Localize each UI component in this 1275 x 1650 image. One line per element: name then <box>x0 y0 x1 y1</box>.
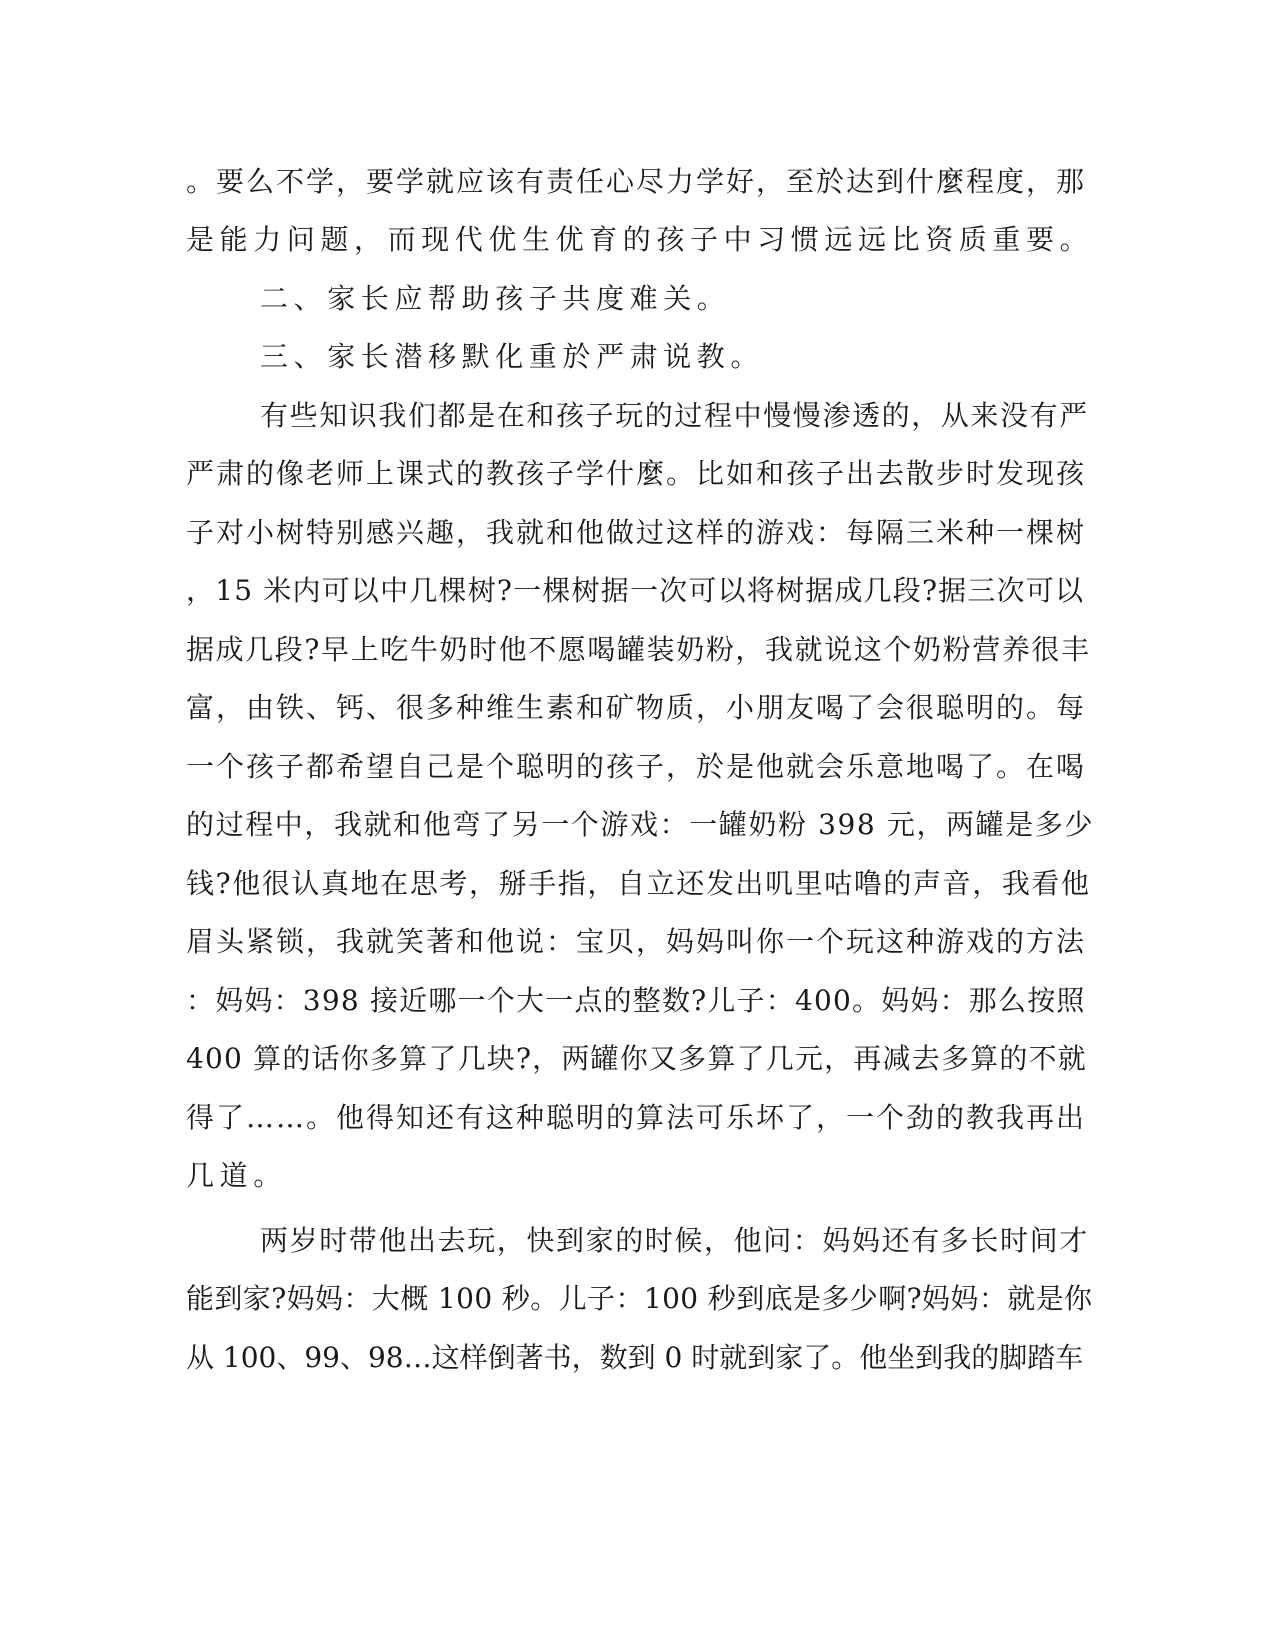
text-line: 能到家?妈妈：大概 100 秒。儿子：100 秒到底是多少啊?妈妈：就是你 <box>186 1282 1093 1315</box>
text-line: 400 算的话你多算了几块?，两罐你又多算了几元，再减去多算的不就 <box>186 1042 1087 1075</box>
text-line: 钱?他很认真地在思考，掰手指，自立还发出叽里咕噜的声音，我看他 <box>186 867 1091 900</box>
text-line: 的过程中，我就和他弯了另一个游戏：一罐奶粉 398 元，两罐是多少 <box>186 808 1095 841</box>
text-line: 从 100、99、98…这样倒著书，数到 0 时就到家了。他坐到我的脚踏车 <box>186 1341 1084 1374</box>
text-line: 富，由铁、钙、很多种维生素和矿物质，小朋友喝了会很聪明的。每 <box>186 691 1087 724</box>
text-line: 一个孩子都希望自己是个聪明的孩子，於是他就会乐意地喝了。在喝 <box>186 750 1087 783</box>
text-line: 是能力问题，而现代优生优育的孩子中习惯远远比资质重要。 <box>186 223 1094 256</box>
text-line: ，15 米内可以中几棵树?一棵树据一次可以将树据成几段?据三次可以 <box>186 574 1085 607</box>
text-line: 几道。 <box>186 1159 287 1192</box>
text-line: 两岁时带他出去玩，快到家的时候，他问：妈妈还有多长时间才 <box>260 1224 1089 1257</box>
text-line: 三、家长潜移默化重於严肃说教。 <box>260 340 765 373</box>
text-line: 严肃的像老师上课式的教孩子学什麼。比如和孩子出去散步时发现孩 <box>186 457 1087 490</box>
text-line: 据成几段?早上吃牛奶时他不愿喝罐装奶粉，我就说这个奶粉营养很丰 <box>186 633 1091 666</box>
text-line: 眉头紧锁，我就笑著和他说：宝贝，妈妈叫你一个玩这种游戏的方法 <box>186 925 1087 958</box>
text-line: 子对小树特别感兴趣，我就和他做过这样的游戏：每隔三米种一棵树 <box>186 516 1087 549</box>
text-line: 有些知识我们都是在和孩子玩的过程中慢慢渗透的，从来没有严 <box>260 399 1089 432</box>
text-line: 二、家长应帮助孩子共度难关。 <box>260 282 731 315</box>
text-line: 。要么不学，要学就应该有责任心尽力学好，至於达到什麼程度，那 <box>186 165 1087 198</box>
text-line: 得了……。他得知还有这种聪明的算法可乐坏了，一个劲的教我再出 <box>186 1101 1087 1134</box>
text-line: ：妈妈：398 接近哪一个大一点的整数?儿子：400。妈妈：那么按照 <box>186 984 1086 1017</box>
